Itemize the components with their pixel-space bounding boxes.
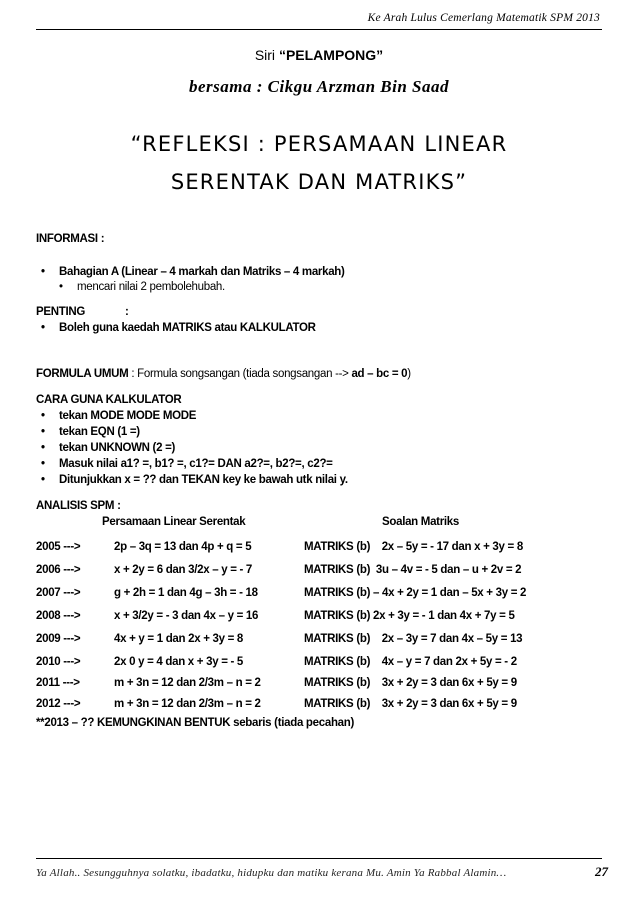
row-year: 2007 ---> bbox=[36, 587, 81, 599]
row-matriks: MATRIKS (b) 2x – 5y = - 17 dan x + 3y = 8 bbox=[304, 541, 523, 553]
informasi-heading: INFORMASI : bbox=[36, 233, 105, 245]
row-linear: 4x + y = 1 dan 2x + 3y = 8 bbox=[114, 633, 244, 645]
row-linear: x + 2y = 6 dan 3/2x – y = - 7 bbox=[114, 564, 253, 576]
kalkulator-step: • tekan MODE MODE MODE bbox=[59, 410, 599, 422]
row-linear: m + 3n = 12 dan 2/3m – n = 2 bbox=[114, 698, 261, 710]
row-matriks: MATRIKS (b) 3x + 2y = 3 dan 6x + 5y = 9 bbox=[304, 698, 517, 710]
row-matriks: MATRIKS (b) 2x – 3y = 7 dan 4x – 5y = 13 bbox=[304, 633, 523, 645]
kalkulator-step: • Ditunjukkan x = ?? dan TEKAN key ke bawah utk nilai y. bbox=[59, 474, 599, 486]
row-matriks: MATRIKS (b) 3u – 4v = - 5 dan – u + 2v = 2 bbox=[304, 564, 522, 576]
row-matriks: MATRIKS (b) 4x – y = 7 dan 2x + 5y = - 2 bbox=[304, 656, 517, 668]
kalkulator-step: • tekan EQN (1 =) bbox=[59, 426, 599, 438]
footer-divider bbox=[36, 858, 602, 859]
row-year: 2010 ---> bbox=[36, 656, 81, 668]
formula-line: FORMULA UMUM : Formula songsangan (tiada songsangan --> ad – bc = 0) bbox=[36, 368, 411, 380]
column-matriks: Soalan Matriks bbox=[382, 516, 459, 528]
penting-heading: PENTING : bbox=[36, 306, 129, 318]
row-matriks: MATRIKS (b) – 4x + 2y = 1 dan – 5x + 3y = 2 bbox=[304, 587, 527, 599]
series-prefix: Siri bbox=[254, 47, 276, 63]
row-matriks: MATRIKS (b) 2x + 3y = - 1 dan 4x + 7y = 5 bbox=[304, 610, 515, 622]
informasi-subitem: • mencari nilai 2 pembolehubah. bbox=[77, 281, 597, 293]
formula-condition: ad – bc = 0 bbox=[351, 368, 408, 380]
column-linear: Persamaan Linear Serentak bbox=[102, 516, 246, 528]
row-year: 2012 ---> bbox=[36, 698, 81, 710]
row-linear: x + 3/2y = - 3 dan 4x – y = 16 bbox=[114, 610, 259, 622]
row-year: 2009 ---> bbox=[36, 633, 81, 645]
row-linear: m + 3n = 12 dan 2/3m – n = 2 bbox=[114, 677, 261, 689]
running-header: Ke Arah Lulus Cemerlang Matematik SPM 2013 bbox=[367, 12, 600, 24]
row-linear: 2p – 3q = 13 dan 4p + q = 5 bbox=[114, 541, 252, 553]
row-linear: g + 2h = 1 dan 4g – 3h = - 18 bbox=[114, 587, 258, 599]
analisis-heading: ANALISIS SPM : bbox=[36, 500, 121, 512]
page-title-line-2: SERENTAK DAN MATRIKS” bbox=[170, 170, 468, 194]
series-line bbox=[0, 47, 638, 63]
series-name: “PELAMPONG” bbox=[278, 47, 384, 63]
row-year: 2005 ---> bbox=[36, 541, 81, 553]
row-year: 2011 ---> bbox=[36, 677, 80, 689]
kalkulator-step: • tekan UNKNOWN (2 =) bbox=[59, 442, 599, 454]
informasi-item: • Bahagian A (Linear – 4 markah dan Matriks – 4 markah) bbox=[59, 266, 599, 278]
row-linear: 2x 0 y = 4 dan x + 3y = - 5 bbox=[114, 656, 244, 668]
analisis-note: **2013 – ?? KEMUNGKINAN BENTUK sebaris (tiada pecahan) bbox=[36, 717, 355, 729]
footer-text: Ya Allah.. Sesungguhnya solatku, ibadatku, hidupku dan matiku kerana Mu. Amin Ya Rabbal Alamin… bbox=[36, 867, 507, 879]
header-divider bbox=[36, 29, 602, 30]
formula-text: : Formula songsangan (tiada songsangan --> bbox=[128, 368, 352, 380]
page-title-line-1: “REFLEKSI : PERSAMAAN LINEAR bbox=[130, 132, 508, 156]
formula-label: FORMULA UMUM bbox=[36, 368, 129, 380]
row-matriks: MATRIKS (b) 3x + 2y = 3 dan 6x + 5y = 9 bbox=[304, 677, 517, 689]
kalkulator-heading: CARA GUNA KALKULATOR bbox=[36, 394, 182, 406]
author-line: bersama : Cikgu Arzman Bin Saad bbox=[188, 77, 450, 96]
row-year: 2006 ---> bbox=[36, 564, 81, 576]
row-year: 2008 ---> bbox=[36, 610, 81, 622]
page-number: 27 bbox=[595, 864, 608, 879]
kalkulator-step: • Masuk nilai a1? =, b1? =, c1?= DAN a2?=, b2?=, c2?= bbox=[59, 458, 599, 470]
penting-item: • Boleh guna kaedah MATRIKS atau KALKULATOR bbox=[59, 322, 599, 334]
